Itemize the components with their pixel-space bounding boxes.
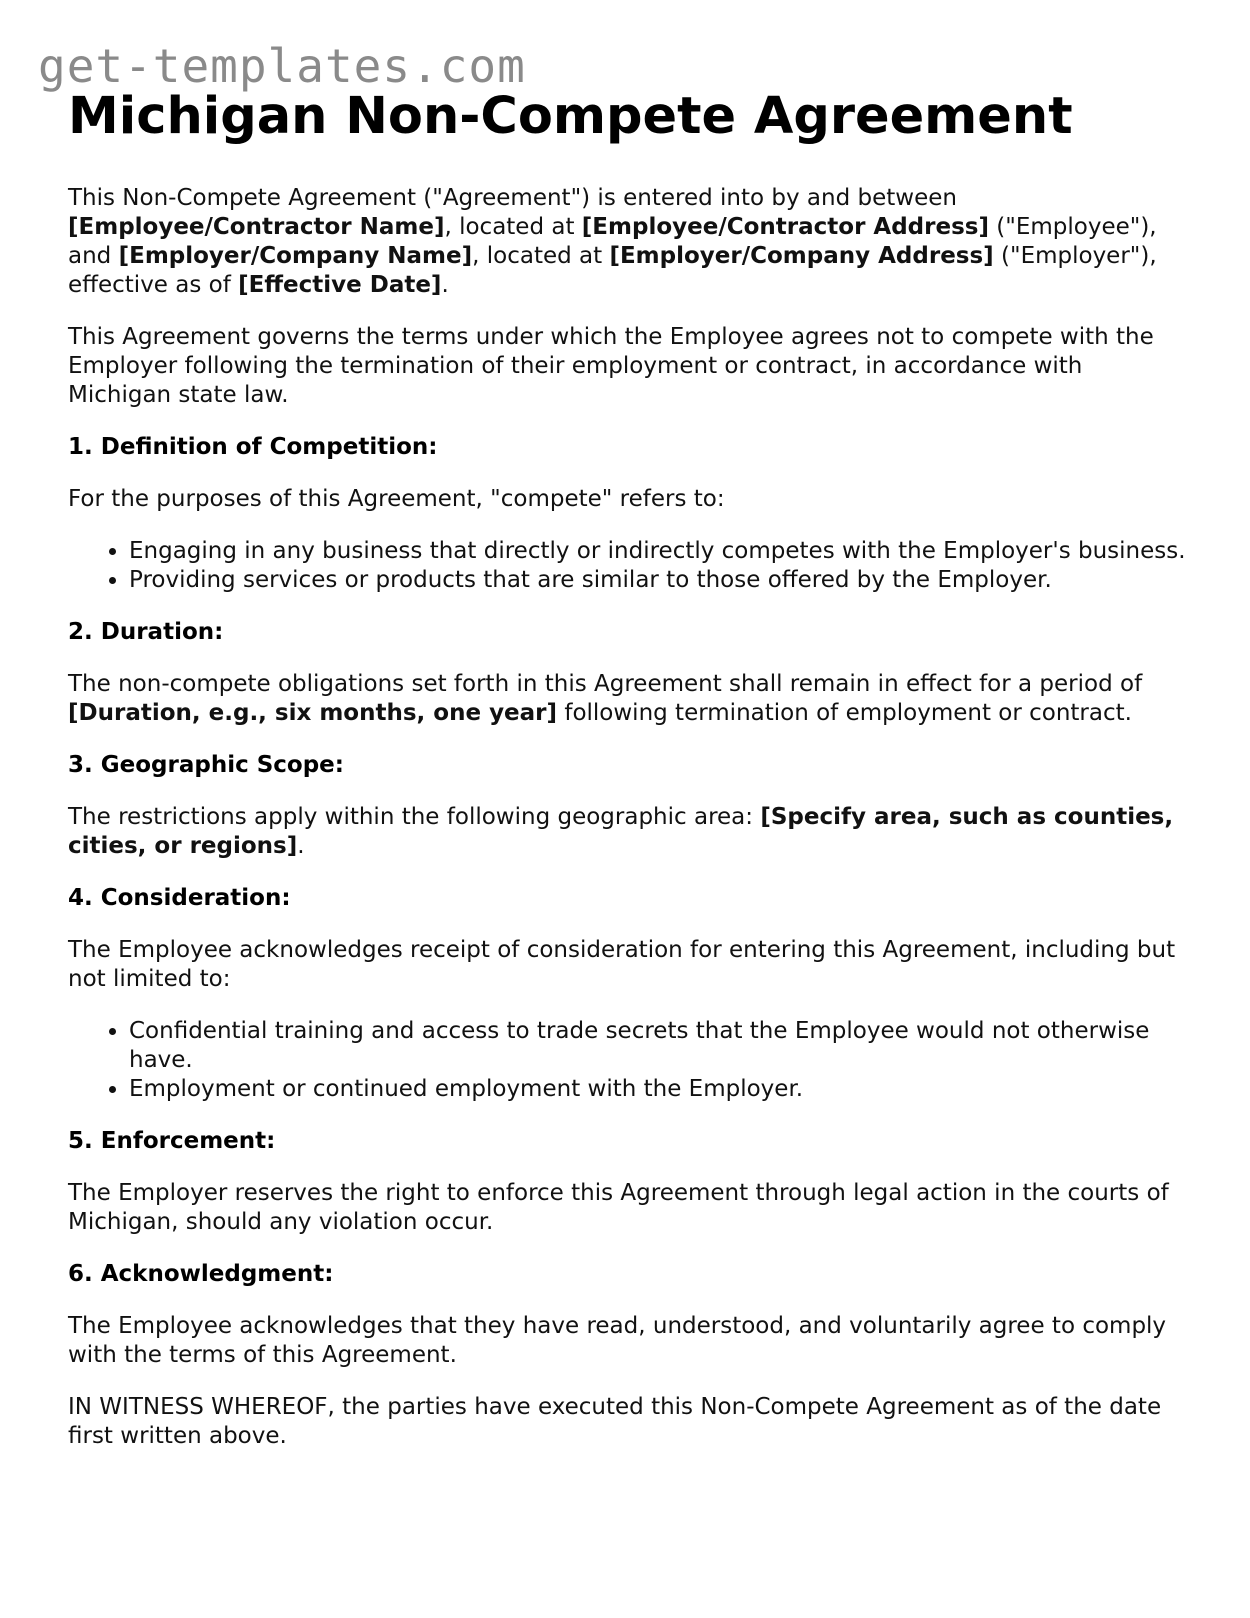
employee-address-placeholder: [Employee/Contractor Address] — [581, 214, 989, 240]
document-title: Michigan Non-Compete Agreement — [68, 87, 1073, 146]
document-body — [68, 84, 1188, 1474]
intro-paragraph — [68, 184, 1188, 300]
geographic-text-part: . — [297, 833, 305, 859]
intro-text: ("Employer"), effective as of — [68, 243, 1157, 298]
intro-text: ("Employee"), and — [68, 214, 1157, 269]
list-item: • Engaging in any business that directly or indirectly competes with the Employer's business. — [129, 537, 1188, 566]
section-heading-geographic: 3. Geographic Scope: — [68, 752, 344, 778]
section-heading-enforcement: 5. Enforcement: — [68, 1128, 276, 1154]
duration-text-part: following termination of employment or contract. — [557, 700, 1132, 726]
enforcement-text: The Employer reserves the right to enforce this Agreement through legal action in the courts of Michigan, should any violation occur. — [68, 1180, 1169, 1235]
section-heading-duration: 2. Duration: — [68, 619, 224, 645]
duration-text-part: The non-compete obligations set forth in this Agreement shall remain in effect for a period of — [68, 671, 1143, 697]
purpose-paragraph: This Agreement governs the terms under which the Employee agrees not to compete with the Employer following the termination of their employment or contract, in accordance with Michigan state law. — [68, 324, 1154, 408]
list-item: • Employment or continued employment with the Employer. — [129, 1075, 1188, 1104]
acknowledgment-text: The Employee acknowledges that they have read, understood, and voluntarily agree to comply with the terms of this Agreement. — [68, 1313, 1167, 1368]
list-item: • Confidential training and access to trade secrets that the Employee would not otherwise have. — [129, 1017, 1188, 1075]
employee-name-placeholder: [Employee/Contractor Name] — [68, 214, 445, 240]
geographic-text — [68, 803, 1188, 861]
list-item: • Providing services or products that are similar to those offered by the Employer. — [129, 566, 1188, 595]
section-heading-consideration: 4. Consideration: — [68, 885, 291, 911]
section-heading-definition: 1. Definition of Competition: — [68, 434, 438, 460]
consideration-text: The Employee acknowledges receipt of consideration for entering this Agreement, including but not limited to: — [68, 937, 1176, 992]
intro-text: . — [441, 272, 449, 298]
definition-list — [68, 537, 1188, 595]
geographic-placeholder: [Specify area, such as counties, cities, or regions] — [68, 804, 1174, 859]
consideration-list — [68, 1017, 1188, 1104]
effective-date-placeholder: [Effective Date] — [238, 272, 442, 298]
section-heading-acknowledgment: 6. Acknowledgment: — [68, 1261, 334, 1287]
intro-text: , located at — [444, 214, 582, 240]
duration-placeholder: [Duration, e.g., six months, one year] — [68, 700, 558, 726]
intro-text: This Non-Compete Agreement ("Agreement") is entered into by and between — [68, 185, 957, 211]
employer-name-placeholder: [Employer/Company Name] — [118, 243, 473, 269]
intro-text: , located at — [472, 243, 610, 269]
geographic-text-part: The restrictions apply within the following geographic area: — [68, 804, 761, 830]
witness-paragraph: IN WITNESS WHEREOF, the parties have executed this Non-Compete Agreement as of the date first written above. — [68, 1394, 1162, 1449]
employer-address-placeholder: [Employer/Company Address] — [609, 243, 994, 269]
watermark-text: get-templates.com — [38, 39, 526, 93]
duration-text — [68, 670, 1188, 728]
definition-text: For the purposes of this Agreement, "compete" refers to: — [68, 486, 725, 512]
